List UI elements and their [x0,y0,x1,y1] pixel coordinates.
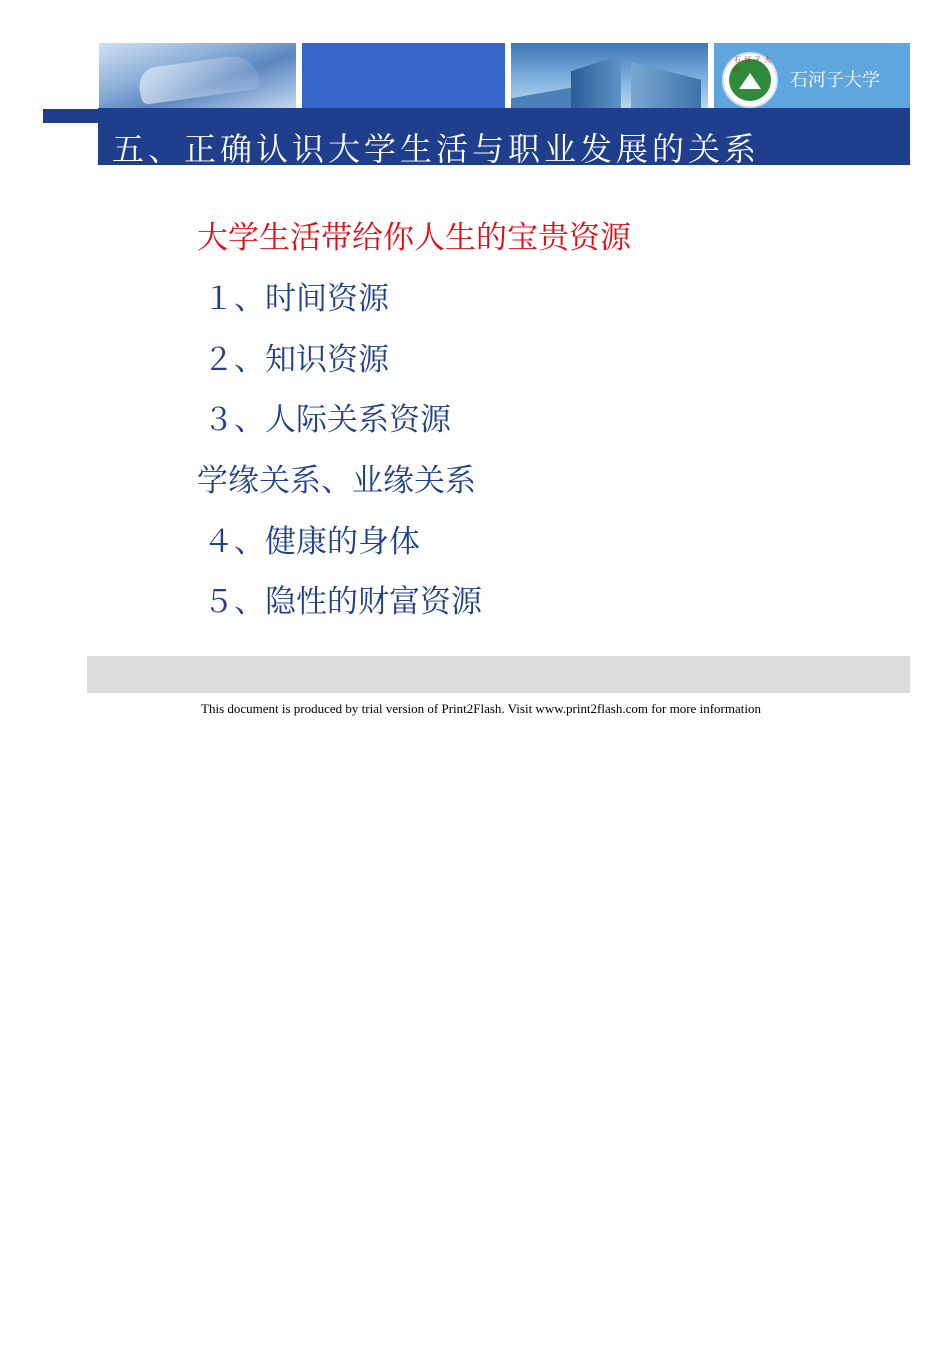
trial-notice: This document is produced by trial version of Print2Flash. Visit www.print2flash.com for more information [201,701,761,716]
list-item: ３、人际关系资源 [203,402,451,438]
banner-image-buildings [511,43,708,108]
list-item: ４、健康的身体 [203,524,420,560]
university-name: 石河子大学 [790,70,880,91]
banner-image-keyboard [99,43,296,108]
footer-band [87,656,910,693]
section-heading: 大学生活带给你人生的宝贵资源 [197,220,631,256]
list-item: ５、隐性的财富资源 [203,584,482,620]
list-item: 学缘关系、业缘关系 [197,463,476,499]
slide-title: 五、正确认识大学生活与职业发展的关系 [112,130,761,168]
title-accent-bar [43,109,99,123]
university-logo [722,52,778,108]
logo-ring-text: 石河子大学 [734,56,774,74]
list-item: ２、知识资源 [203,342,389,378]
banner-block-blue [302,43,505,108]
list-item: １、时间资源 [203,281,389,317]
